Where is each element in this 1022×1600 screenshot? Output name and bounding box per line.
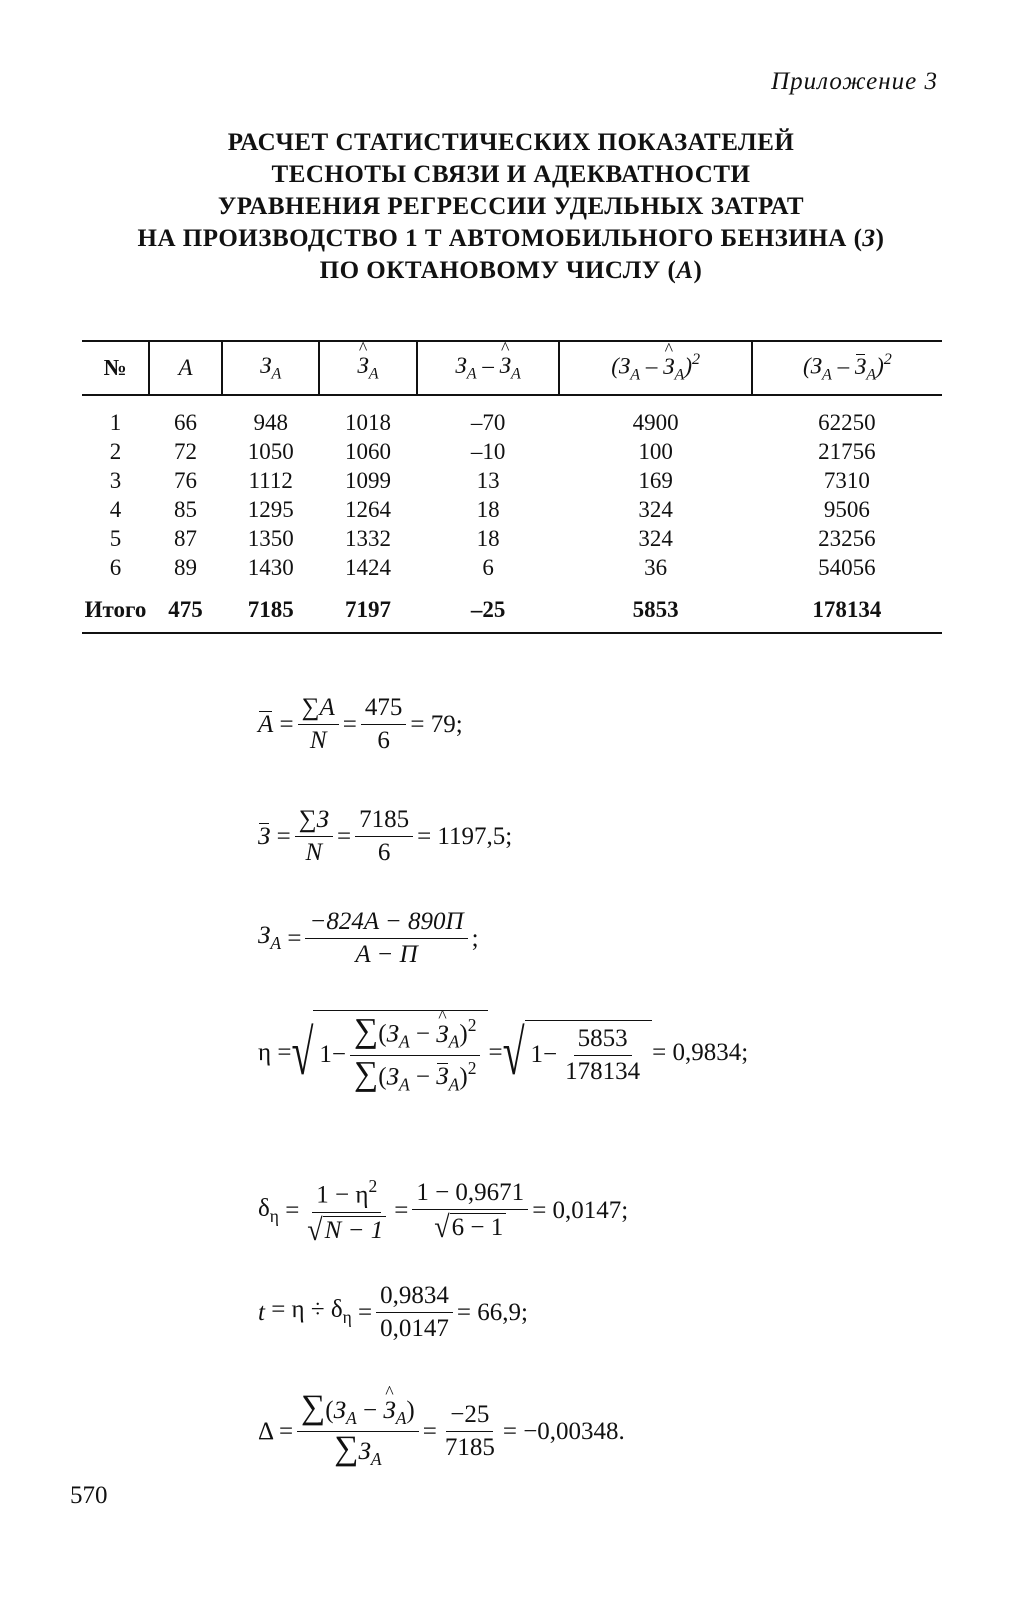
t-stat-denominator: 0,0147 — [380, 1315, 449, 1342]
mean-a-value-numerator: 475 — [361, 694, 407, 725]
mean-a-fraction — [298, 694, 339, 755]
cell-z: 1350 — [247, 525, 294, 551]
delta-eta-denominator — [303, 1213, 390, 1247]
title-line-3: УРАВНЕНИЯ РЕГРЕССИИ УДЕЛЬНЫХ ЗАТРАТ — [217, 193, 805, 220]
sum-icon: ∑ — [334, 1430, 359, 1468]
cell-z: 1295 — [247, 496, 294, 522]
total-z: 7185 — [222, 582, 319, 633]
delta-eta-numerator — [312, 1176, 381, 1213]
page-title — [0, 127, 1022, 287]
t-stat-expr-text: = η ÷ δ — [271, 1296, 343, 1324]
col-header-sqdiff-z: З — [618, 354, 631, 380]
delta-eta-value-numerator: 1 − 0,9671 — [412, 1179, 528, 1210]
table-row — [82, 466, 942, 495]
mean-z-denominator: N — [305, 839, 323, 866]
col-header-sqdiff-zhat-sub: А — [674, 366, 685, 384]
sum-icon: ∑ — [354, 1055, 379, 1093]
t-stat-expr — [271, 1296, 352, 1328]
col-header-sqdiff-power: 2 — [692, 351, 701, 369]
eta-den-z: З — [386, 1063, 399, 1091]
total-sq-dev: 178134 — [752, 582, 942, 633]
cell-number: 1 — [109, 409, 122, 435]
cell-number: 6 — [109, 554, 122, 580]
cell-diff: 6 — [482, 554, 494, 580]
title-line-5 — [0, 255, 1022, 287]
adequacy-value-fraction — [441, 1401, 499, 1462]
col-header-z-symbol: З — [260, 352, 272, 378]
col-header-a: А — [149, 341, 222, 395]
formula-t-stat: t = $\eta \div \delta_\eta$ = $\frac{0,9834}{0,0147}$ = 66,9; — [258, 1282, 528, 1342]
table-row — [82, 395, 942, 437]
adequacy-num-zhat-sub: A — [395, 1408, 407, 1429]
cell-sq-diff: 36 — [644, 554, 668, 580]
mean-a-denominator: N — [309, 727, 327, 754]
cell-diff: –10 — [470, 438, 506, 464]
col-header-z — [222, 341, 319, 395]
col-header-z-hat-sub: А — [368, 365, 379, 383]
eta-den-power: 2 — [467, 1057, 477, 1078]
table-row — [82, 495, 942, 524]
delta-eta-numerator-power: 2 — [368, 1176, 378, 1196]
mean-a-value-denominator: 6 — [377, 727, 390, 754]
adequacy-den-z: З — [358, 1438, 371, 1466]
total-sq-diff: 5853 — [559, 582, 751, 633]
adequacy-result: = −0,00348. — [502, 1417, 625, 1445]
total-label: Итого — [82, 582, 149, 633]
sum-icon: ∑ — [354, 1012, 379, 1050]
eta-num-zhat: ^ З — [436, 1021, 448, 1049]
total-zhat: 7197 — [319, 582, 416, 633]
col-header-sqdev-z-sub: А — [822, 366, 832, 384]
formula-eta: η = √ 1− $\frac{\sum(З_A - \^{} З_A)^2}{\sum(З_A - З_A)^2}$ = √ 1− $\frac{5853}{178134}$ = 0,9834; — [258, 1010, 748, 1095]
mean-z-value-numerator: 7185 — [355, 806, 413, 837]
cell-z: 948 — [253, 409, 288, 435]
cell-diff: –70 — [470, 409, 506, 435]
adequacy-num-z-sub: A — [346, 1408, 357, 1429]
eta-result: = 0,9834; — [652, 1038, 749, 1066]
col-header-sq-diff: ($З_А$ – ^ $З_А)^2$ — [559, 341, 751, 395]
delta-eta-den-text: N − 1 — [323, 1216, 387, 1245]
delta-eta-value-den-radical — [434, 1212, 506, 1244]
eta-radical — [291, 1010, 488, 1095]
adequacy-fraction — [297, 1389, 419, 1470]
page-number: 570 — [70, 1482, 108, 1509]
statistics-table — [82, 340, 942, 634]
total-a: 475 — [149, 582, 222, 633]
mean-z-value-denominator: 6 — [377, 839, 391, 866]
formula-adequacy: Δ = $\frac{\sum(З_A - \^{} З_A)}{\sum З_A}$ = $\frac{-25}{7185}$ = −0,00348. — [258, 1393, 625, 1470]
cell-sq-dev: 9506 — [823, 496, 870, 522]
t-stat-expr-sub: η — [342, 1307, 352, 1328]
sum-icon: ∑ — [301, 1389, 326, 1426]
cell-number: 4 — [109, 496, 122, 522]
adequacy-den-z-sub: A — [370, 1449, 382, 1470]
eta-num-zhat-sub: A — [448, 1031, 460, 1052]
appendix-label: Приложение 3 — [771, 68, 938, 95]
eta-value-denominator: 178134 — [565, 1057, 641, 1085]
title-line-2: ТЕСНОТЫ СВЯЗИ И АДЕКВАТНОСТИ — [271, 161, 751, 188]
table-row — [82, 553, 942, 582]
cell-zhat: 1018 — [345, 409, 392, 435]
eta-value-numerator: 5853 — [574, 1025, 632, 1056]
radical-icon: √ — [307, 1212, 323, 1247]
cell-diff: 18 — [476, 496, 500, 522]
adequacy-lhs: Δ = — [258, 1417, 294, 1445]
eta-value-one-minus: 1− — [530, 1041, 558, 1069]
eta-radical-body — [313, 1010, 488, 1095]
eta-num-z: З — [386, 1020, 399, 1048]
table-row — [82, 524, 942, 553]
col-header-z-hat-symbol: ^ З — [357, 353, 368, 379]
cell-diff: 13 — [476, 467, 500, 493]
title-line-5-text: ПО ОКТАНОВОМУ ЧИСЛУ ( — [319, 257, 677, 284]
col-header-sq-dev: $(З_А - З_А)^2$ — [752, 341, 942, 395]
title-line-4-end: ) — [875, 225, 885, 252]
col-header-sqdev-power: 2 — [883, 351, 892, 369]
mean-z-numerator: ∑З — [295, 806, 333, 837]
mean-z-lhs: З — [258, 822, 271, 850]
title-line-1: РАСЧЕТ СТАТИСТИЧЕСКИХ ПОКАЗАТЕЛЕЙ — [227, 129, 795, 156]
mean-z-fraction — [295, 806, 333, 867]
cell-a: 72 — [174, 438, 197, 464]
eta-num-z-sub: A — [398, 1031, 410, 1052]
formula-mean-a: A = $\frac{\sum A}{N}$ = $\frac{475}{6}$ = 79; — [258, 694, 463, 754]
cell-sq-dev: 7310 — [823, 467, 870, 493]
col-header-diff: $З_А$ – ^ $З_А$ — [417, 341, 560, 395]
formula-regression: $З_A$ = $\frac{-824A - 890П}{A - П}$ ; — [258, 908, 479, 968]
adequacy-num-z: З — [333, 1397, 347, 1424]
formula-delta-eta: $\delta_\eta$ = $1 - \eta^2$ √ N − 1 = 1 − 0,9671 √ 6 − 1 = 0,0147; — [258, 1176, 629, 1247]
cell-a: 66 — [174, 409, 197, 435]
col-header-z-hat — [319, 341, 416, 395]
title-line-4 — [0, 223, 1022, 255]
eta-ratio-fraction — [350, 1012, 480, 1095]
eta-den-z-sub: A — [398, 1074, 410, 1095]
regression-numerator: −824A − 890П — [305, 908, 467, 939]
cell-zhat: 1099 — [345, 467, 392, 493]
regression-fraction — [305, 908, 467, 969]
eta-den-zbar: З — [436, 1063, 449, 1091]
adequacy-denominator — [330, 1432, 385, 1470]
title-line-4-text: НА ПРОИЗВОДСТВО 1 Т АВТОМОБИЛЬНОГО БЕНЗИНА ( — [137, 225, 863, 252]
radical-icon: √ — [434, 1210, 450, 1245]
table-row — [82, 437, 942, 466]
cell-a: 87 — [174, 525, 197, 551]
delta-eta-fraction — [303, 1176, 390, 1247]
col-header-diff-zhat: ^ З — [500, 353, 511, 379]
eta-value-radical — [502, 1016, 653, 1089]
cell-sq-diff: 100 — [638, 438, 673, 464]
adequacy-numerator: $\sum(З_A$ − ^ $З_A$) — [297, 1393, 419, 1432]
cell-z: 1050 — [247, 438, 294, 464]
cell-sq-diff: 324 — [638, 496, 673, 522]
cell-sq-dev: 54056 — [818, 554, 876, 580]
cell-diff: 18 — [476, 525, 500, 551]
cell-sq-diff: 324 — [638, 525, 673, 551]
cell-zhat: 1264 — [345, 496, 392, 522]
radical-icon: √ — [291, 1016, 314, 1089]
cell-zhat: 1424 — [345, 554, 392, 580]
delta-eta-value-denominator — [430, 1210, 510, 1244]
total-diff: –25 — [417, 582, 560, 633]
cell-sq-diff: 169 — [638, 467, 673, 493]
delta-eta-lhs-sub: η — [269, 1206, 279, 1227]
delta-eta-lhs-symbol: δ — [258, 1195, 270, 1223]
cell-sq-dev: 23256 — [818, 525, 876, 551]
regression-lhs-sub: A — [270, 933, 282, 954]
delta-eta-result: = 0,0147; — [532, 1197, 629, 1225]
col-header-sqdev-z: З — [810, 354, 823, 380]
cell-zhat: 1060 — [345, 438, 392, 464]
mean-a-lhs: A — [258, 710, 274, 738]
cell-number: 3 — [109, 467, 122, 493]
cell-sq-dev: 62250 — [818, 409, 876, 435]
delta-eta-lhs — [258, 1195, 279, 1227]
cell-number: 2 — [109, 438, 122, 464]
adequacy-num-zhat: ^ З — [383, 1397, 395, 1425]
table-header-row — [82, 341, 942, 395]
cell-zhat: 1332 — [345, 525, 392, 551]
col-header-diff-z: З — [455, 352, 467, 378]
formula-mean-z: З = $\frac{\sum З}{N}$ = $\frac{7185}{6}$ = 1197,5; — [258, 806, 513, 866]
col-header-z-sub: А — [271, 365, 282, 383]
col-header-diff-z-sub: А — [466, 365, 477, 383]
delta-eta-value-fraction — [412, 1179, 528, 1244]
col-header-sqdev-zbar: З — [854, 354, 867, 380]
col-header-diff-zhat-sub: А — [510, 365, 521, 383]
title-line-5-end: ) — [693, 257, 703, 284]
title-line-4-var: З — [862, 225, 876, 252]
cell-a: 89 — [174, 554, 197, 580]
title-line-5-var: А — [676, 257, 694, 284]
delta-eta-numerator-text: 1 − η — [316, 1181, 369, 1209]
cell-z: 1430 — [247, 554, 294, 580]
cell-z: 1112 — [248, 467, 293, 493]
cell-sq-dev: 21756 — [818, 438, 876, 464]
t-stat-fraction — [376, 1282, 453, 1343]
t-stat-numerator: 0,9834 — [376, 1282, 453, 1313]
adequacy-value-numerator: −25 — [446, 1401, 493, 1432]
table-total-row — [82, 582, 942, 633]
eta-ratio-denominator: $\sum(З_A - З_A)^2$ — [354, 1055, 477, 1095]
radical-icon: √ — [502, 1016, 525, 1089]
col-header-number: № — [82, 341, 149, 395]
mean-a-result: = 79; — [410, 710, 463, 738]
eta-value-fraction — [561, 1025, 644, 1086]
regression-lhs-symbol: З — [258, 922, 271, 950]
eta-value-radical-body — [525, 1020, 653, 1086]
cell-a: 76 — [174, 467, 197, 493]
mean-z-value-fraction — [355, 806, 413, 867]
regression-denominator: A − П — [355, 941, 418, 968]
mean-z-result: = 1197,5; — [417, 822, 513, 850]
delta-eta-den-radical — [307, 1212, 386, 1247]
col-header-sqdiff-zhat: ^ З — [663, 354, 674, 380]
t-stat-lhs: t — [258, 1298, 265, 1326]
eta-lhs: η — [258, 1038, 272, 1066]
regression-lhs — [258, 922, 281, 954]
col-header-sqdiff-z-sub: А — [630, 366, 641, 384]
mean-a-numerator: ∑A — [298, 694, 339, 725]
adequacy-value-denominator: 7185 — [444, 1434, 495, 1462]
t-stat-result: = 66,9; — [456, 1298, 528, 1326]
eta-den-zbar-sub: A — [448, 1074, 460, 1095]
regression-end: ; — [471, 924, 479, 952]
col-header-sqdev-zbar-sub: А — [866, 366, 877, 384]
eta-one-minus: 1− — [319, 1041, 346, 1069]
eta-ratio-numerator: $\sum(З_A$ − ^ $З_A)^2$ — [350, 1015, 480, 1056]
delta-eta-value-den-text: 6 − 1 — [450, 1213, 507, 1242]
eta-num-power: 2 — [467, 1015, 477, 1035]
cell-a: 85 — [174, 496, 197, 522]
cell-number: 5 — [109, 525, 122, 551]
mean-a-value-fraction — [361, 694, 407, 755]
cell-sq-diff: 4900 — [632, 409, 679, 435]
